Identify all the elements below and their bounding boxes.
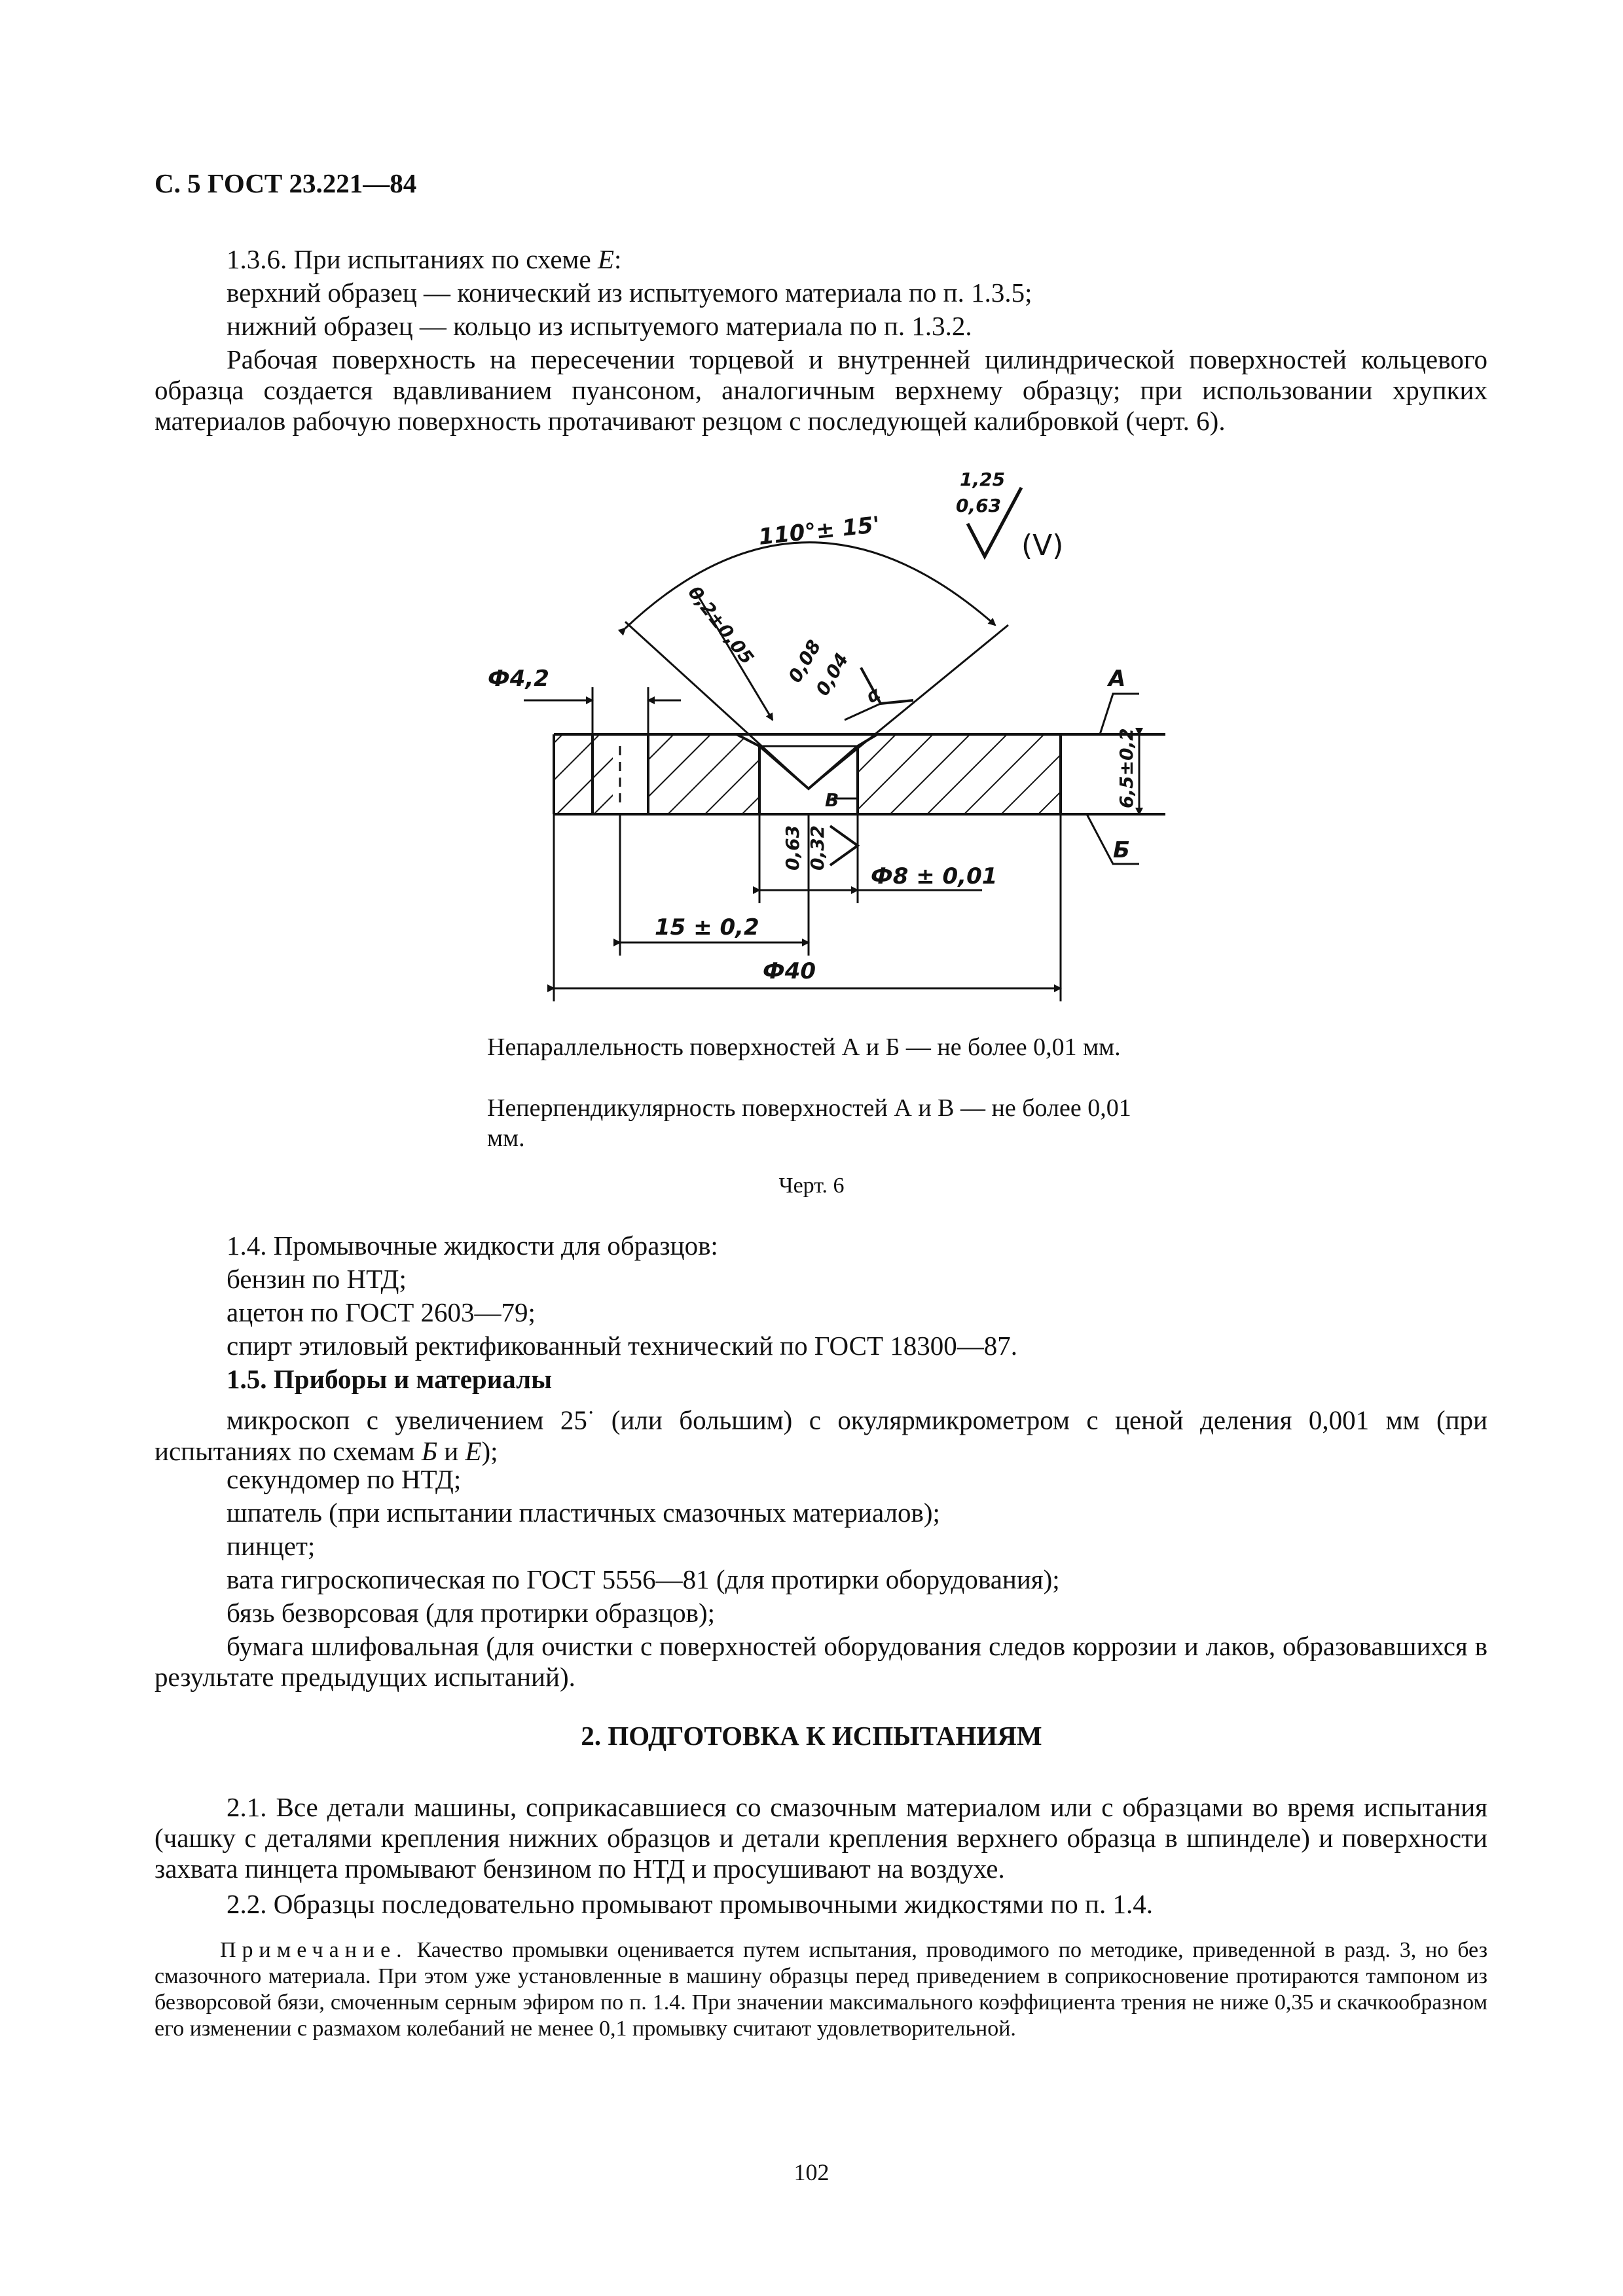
- note-paragraph: [155, 1937, 1487, 2042]
- clause-1-4-item-1: бензин по НТД;: [227, 1264, 407, 1294]
- clause-1-3-6-line-1: 1.3.6. При испытаниях по схеме Е:: [227, 244, 622, 274]
- height-dimension: [1116, 728, 1139, 814]
- clause-2-2: 2.2. Образцы последовательно промывают промывочными жидкостями по п. 1.4.: [227, 1889, 1153, 1919]
- clause-1-5-item-4: пинцет;: [227, 1531, 316, 1561]
- bore-rough-value-2: 0,32: [807, 825, 828, 870]
- bore-rough-value-1: 0,63: [782, 825, 803, 870]
- clause-1-3-6-paragraph: Рабочая поверхность на пересечении торцевой и внутренней цилиндрической поверхностей кольцевого образца создается вдавливанием пуансоном, аналогичным верхнему образцу; при использовании хрупких материалов рабочую поверхность протачивают резцом с последующей калибровкой (черт. 6).: [155, 344, 1487, 436]
- note-text: Качество промывки оценивается путем испытания, проводимого по методике, приведенной в разд. 3, но без смазочного материала. При этом уже установленные в машину образцы перед приведением в соприкосновение протираются тампоном из безворсовой бязи, смоченным серным эфиром по п. 1.4. При значении максимального коэффициента трения не ниже 0,35 и скачкообразном его изменении с размахом колебаний не менее 0,1 промывку считают удовлетворительной.: [155, 1938, 1487, 2041]
- clause-1-3-6-line-3: нижний образец — кольцо из испытуемого материала по п. 1.3.2.: [227, 311, 972, 341]
- surface-b-label: Б: [1113, 837, 1130, 863]
- clause-1-5-item-3: шпатель (при испытании пластичных смазочных материалов);: [227, 1498, 940, 1528]
- height-label: 6,5±0,2: [1116, 728, 1137, 808]
- page-header: С. 5 ГОСТ 23.221—84: [155, 168, 417, 198]
- outer-diameter-label: Ф40: [763, 958, 816, 984]
- clause-1-5-title: 1.5. Приборы и материалы: [227, 1364, 553, 1394]
- clause-2-1: 2.1. Все детали машины, соприкасавшиеся со смазочным материалом или с образцами во время испытания (чашку с деталями крепления нижних образцов и детали крепления верхнего образца в шпинделе) и поверхности захвата пинцета промывают бензином по НТД и просушивают на воздухе.: [155, 1792, 1487, 1884]
- figure-caption-2: Неперпендикулярность поверхностей А и В — не более 0,01 мм.: [487, 1094, 1131, 1152]
- surface-a-leader: [1100, 666, 1139, 734]
- figure-caption-1: Непараллельность поверхностей А и Б — не более 0,01 мм.: [487, 1033, 1121, 1061]
- edge-roughness-symbol: [784, 636, 913, 720]
- offset-label: 15 ± 0,2: [655, 914, 759, 941]
- figure-label: Черт. 6: [778, 1174, 845, 1198]
- bore-roughness-symbol: [782, 825, 858, 870]
- roughness-top-value-2: 0,63: [956, 495, 1002, 516]
- angle-label: 110°± 15': [757, 511, 881, 550]
- section-2-title: 2. ПОДГОТОВКА К ИСПЫТАНИЯМ: [581, 1721, 1042, 1751]
- edge-value-1: 0,08: [784, 636, 826, 687]
- clause-1-4-title: 1.4. Промывочные жидкости для образцов:: [227, 1230, 718, 1261]
- bore-diameter-label: Ф8 ± 0,01: [871, 863, 998, 889]
- ring-left-hatch: [554, 734, 613, 814]
- clause-1-5-item-5: вата гигроскопическая по ГОСТ 5556—81 (для протирки оборудования);: [227, 1564, 1060, 1594]
- surface-b-leader: [1087, 814, 1139, 864]
- ring-right-hatch: [858, 734, 1061, 814]
- note-label: Примечание.: [220, 1938, 408, 1962]
- roughness-top-value-1: 1,25: [960, 469, 1006, 490]
- clause-1-4-item-2: ацетон по ГОСТ 2603—79;: [227, 1297, 536, 1327]
- surface-v-label: В: [825, 789, 839, 811]
- clause-1-5-item-2: секундомер по НТД;: [227, 1464, 462, 1494]
- clause-1-5-item-6: бязь безворсовая (для протирки образцов);: [227, 1598, 716, 1628]
- chamfer-dimension: [684, 582, 773, 720]
- edge-radius-icon: α: [862, 682, 884, 708]
- chamfer-label: 0,2±0,05: [684, 581, 759, 669]
- clause-1-5-item-7: бумага шлифовальная (для очистки с поверхностей оборудования следов коррозии и лаков, образовавшихся в результате предыдущих испытаний).: [155, 1631, 1487, 1692]
- roughness-symbol-top: [956, 469, 1063, 562]
- surface-a-label: А: [1108, 666, 1126, 692]
- clause-1-5-item-1: микроскоп с увеличением 25· (или большим) с окулярмикрометром с ценой деления 0,001 мм (при испытаниях по схемам Б и Е);: [155, 1401, 1487, 1466]
- ring-center-left-hatch: [648, 734, 759, 814]
- surface-v-leader: [825, 789, 858, 811]
- clause-1-4-item-3: спирт этиловый ректификованный технический по ГОСТ 18300—87.: [227, 1331, 1018, 1361]
- clause-1-3-6-line-2: верхний образец — конический из испытуемого материала по п. 1.3.5;: [227, 278, 1032, 308]
- hole-diameter-dimension: [488, 666, 681, 734]
- edge-value-2: 0,04: [811, 649, 853, 700]
- page-number: 102: [793, 2159, 830, 2185]
- roughness-paren-label: (V): [1021, 529, 1064, 562]
- hole-diameter-label: Ф4,2: [488, 666, 549, 692]
- offset-dimension: [620, 814, 809, 956]
